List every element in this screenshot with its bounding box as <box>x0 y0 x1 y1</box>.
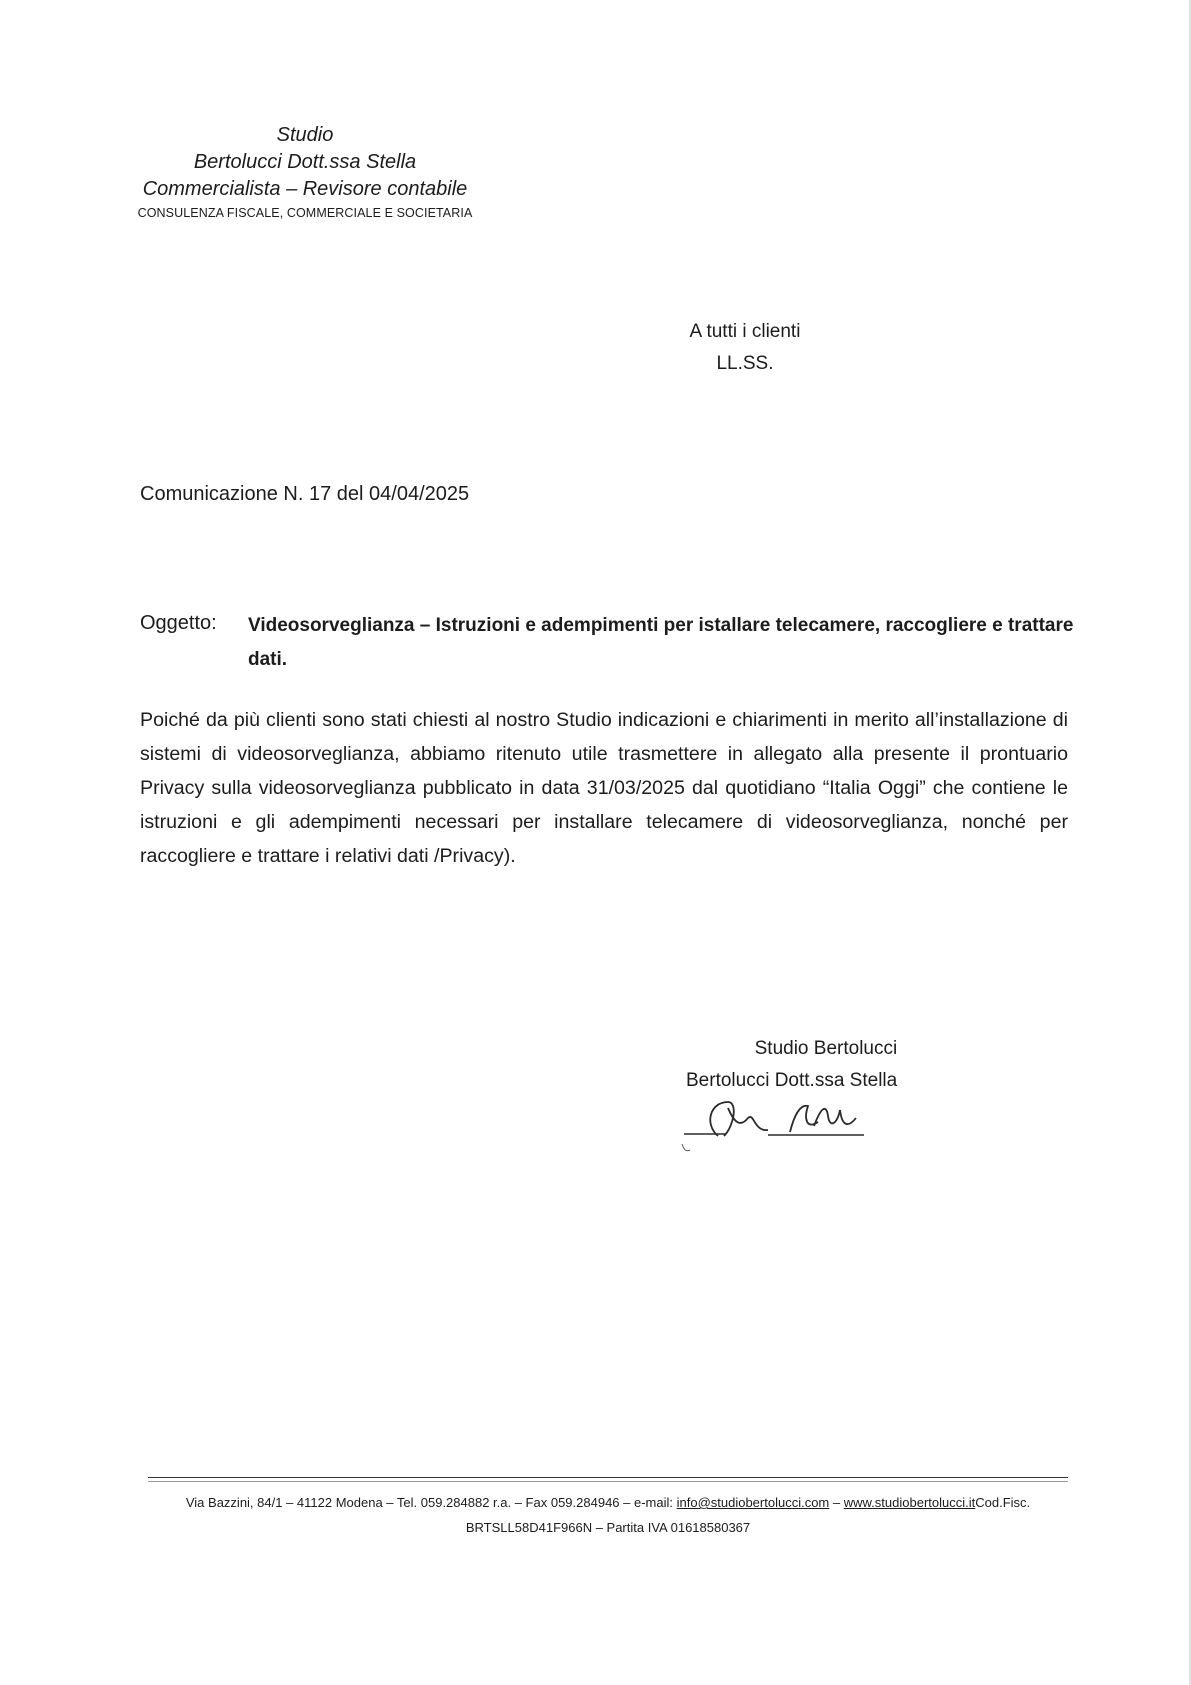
recipient-line: A tutti i clienti <box>689 321 801 342</box>
communication-number: Comunicazione N. 17 del 04/04/2025 <box>140 483 470 505</box>
subject-label: Oggetto: <box>140 612 217 634</box>
footer-email-link[interactable]: info@studiobertolucci.com <box>676 1495 830 1510</box>
subject-text: Videosorveglianza – Istruzioni e adempimenti per istallare telecamere, raccogliere e trattare dati. <box>248 615 1074 670</box>
footer-line-2: BRTSLL58D41F966N – Partita IVA 01618580367 <box>465 1520 751 1535</box>
letterhead-studio: Studio <box>276 124 334 146</box>
recipient-block <box>660 316 830 380</box>
body-paragraph: Poiché da più clienti sono stati chiesti al nostro Studio indicazioni e chiarimenti in merito all’installazione di sistemi di videosorveglianza, abbiamo ritenuto utile trasmettere in allegato alla presente il prontuario Privacy sulla videosorveglianza pubblicato in data 31/03/2025 dal quotidiano “Italia Oggi” che contiene le istruzioni e gli adempimenti necessari per installare telecamere di videosorveglianza, nonché per raccogliere e trattare i relativi dati /Privacy). <box>140 709 1068 867</box>
signature-image <box>678 1096 928 1168</box>
footer-line-1 <box>148 1490 1068 1515</box>
recipient-abbrev: LL.SS. <box>716 353 774 374</box>
closing-studio: Studio Bertolucci <box>754 1038 898 1059</box>
letterhead-title: Commercialista – Revisore contabile <box>142 178 468 200</box>
closing-block <box>686 1033 897 1097</box>
letterhead <box>130 122 480 220</box>
footer-website-link[interactable]: www.studiobertolucci.it <box>843 1495 976 1510</box>
footer <box>148 1490 1068 1540</box>
footer-separator: – <box>829 1495 844 1510</box>
footer-address: Via Bazzini, 84/1 – 41122 Modena – Tel. 059.284882 r.a. – Fax 059.284946 – e-mail: <box>185 1495 677 1510</box>
letterhead-name: Bertolucci Dott.ssa Stella <box>193 151 417 173</box>
footer-rule-secondary <box>148 1481 1068 1482</box>
footer-rule <box>148 1477 1068 1478</box>
letterhead-activity: CONSULENZA FISCALE, COMMERCIALE E SOCIETARIA <box>137 206 473 220</box>
footer-codfisc-label: Cod.Fisc. <box>975 1495 1031 1510</box>
closing-name: Bertolucci Dott.ssa Stella <box>686 1070 898 1091</box>
